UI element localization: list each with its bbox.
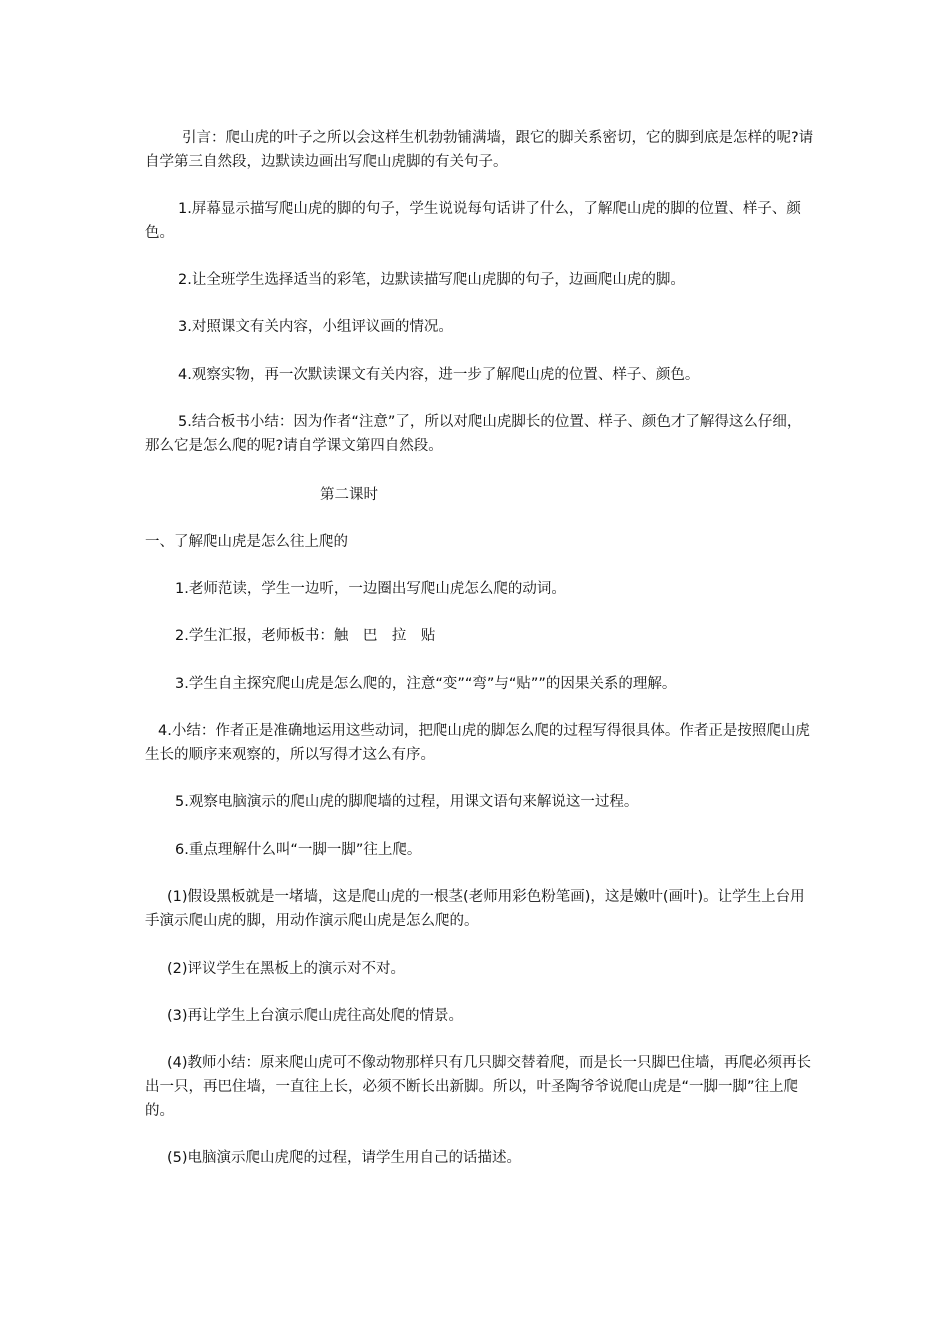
second-item-3: 3.学生自主探究爬山虎是怎么爬的，注意“变”“弯”与“贴””的因果关系的理解。	[175, 676, 677, 692]
second-item-4: 4.小结：作者正是准确地运用这些动词，把爬山虎的脚怎么爬的过程写得很具体。作者正是按照爬山虎生长的顺序来观察的，所以写得才这么有序。	[145, 723, 810, 763]
first-item-2: 2.让全班学生选择适当的彩笔，边默读描写爬山虎脚的句子，边画爬山虎的脚。	[178, 272, 685, 288]
first-item-1: 1.屏幕显示描写爬山虎的脚的句子，学生说说每句话讲了什么，了解爬山虎的脚的位置、样子、颜色。	[145, 201, 801, 241]
lesson-title: 第二课时	[320, 487, 378, 503]
second-item-6: 6.重点理解什么叫“一脚一脚”往上爬。	[175, 842, 422, 858]
second-item-1: 1.老师范读，学生一边听，一边圈出写爬山虎怎么爬的动词。	[175, 581, 566, 597]
sub-item-5: (5)电脑演示爬山虎爬的过程，请学生用自己的话描述。	[167, 1150, 522, 1166]
second-item-5: 5.观察电脑演示的爬山虎的脚爬墙的过程，用课文语句来解说这一过程。	[175, 794, 639, 810]
second-item-2: 2.学生汇报，老师板书：触 巴 拉 贴	[175, 628, 436, 644]
section-heading: 一、了解爬山虎是怎么往上爬的	[145, 534, 348, 550]
first-item-5: 5.结合板书小结：因为作者“注意”了，所以对爬山虎脚长的位置、样子、颜色才了解得这么仔细，那么它是怎么爬的呢?请自学课文第四自然段。	[145, 414, 802, 454]
sub-item-3: (3)再让学生上台演示爬山虎往高处爬的情景。	[167, 1008, 464, 1024]
sub-item-2: (2)评议学生在黑板上的演示对不对。	[167, 961, 406, 977]
sub-item-4: (4)教师小结：原来爬山虎可不像动物那样只有几只脚交替着爬，而是长一只脚巴住墙，再爬必须再长出一只，再巴住墙，一直往上长，必须不断长出新脚。所以，叶圣陶爷爷说爬山虎是“一脚一脚”往上爬的。	[145, 1055, 812, 1119]
first-item-4: 4.观察实物，再一次默读课文有关内容，进一步了解爬山虎的位置、样子、颜色。	[178, 367, 700, 383]
sub-item-1: (1)假设黑板就是一堵墙，这是爬山虎的一根茎(老师用彩色粉笔画)，这是嫩叶(画叶)。让学生上台用手演示爬山虎的脚，用动作演示爬山虎是怎么爬的。	[145, 889, 805, 929]
intro-paragraph: 引言：爬山虎的叶子之所以会这样生机勃勃铺满墙，跟它的脚关系密切，它的脚到底是怎样的呢?请自学第三自然段，边默读边画出写爬山虎脚的有关句子。	[145, 130, 814, 170]
first-item-3: 3.对照课文有关内容，小组评议画的情况。	[178, 319, 453, 335]
